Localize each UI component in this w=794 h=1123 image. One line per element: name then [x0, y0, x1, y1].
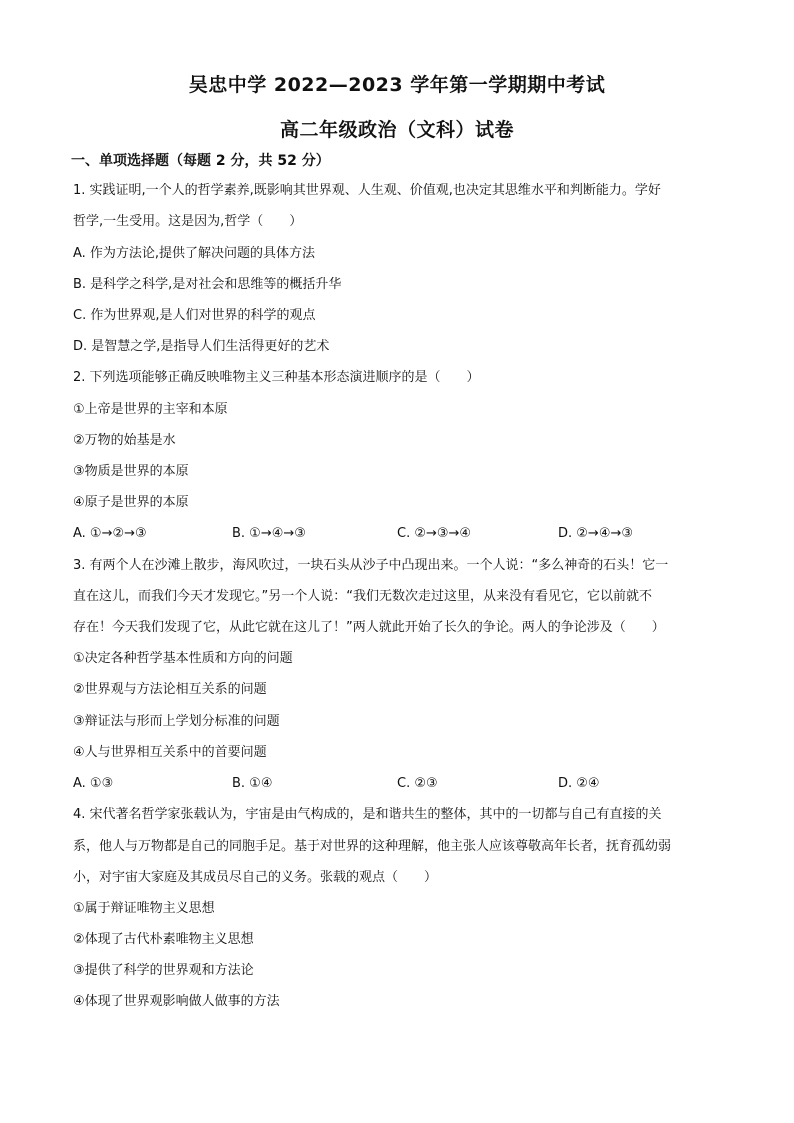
q1-option-b: B. 是科学之科学,是对社会和思维等的概括升华	[73, 277, 342, 292]
q3-statement-4: ④人与世界相互关系中的首要问题	[73, 745, 267, 760]
q3-option-b: B. ①④	[232, 776, 273, 791]
q2-option-a: A. ①→②→③	[73, 526, 147, 541]
q3-statement-1: ①决定各种哲学基本性质和方向的问题	[73, 651, 293, 666]
q4-statement-4: ④体现了世界观影响做人做事的方法	[73, 994, 280, 1009]
q4-stem-line2: 系，他人与万物都是自己的同胞手足。基于对世界的这种理解，他主张人应该尊敬高年长者，抚育孤幼弱	[73, 839, 672, 854]
q1-option-a: A. 作为方法论,提供了解决问题的具体方法	[73, 246, 316, 261]
q3-stem-line3: 存在！今天我们发现了它，从此它就在这儿了！”两人就此开始了长久的争论。两人的争论涉及（ ）	[73, 620, 665, 635]
q1-option-d: D. 是智慧之学,是指导人们生活得更好的艺术	[73, 339, 330, 354]
q4-statement-1: ①属于辩证唯物主义思想	[73, 901, 215, 916]
q4-statement-2: ②体现了古代朴素唯物主义思想	[73, 932, 254, 947]
q2-option-d: D. ②→④→③	[558, 526, 634, 541]
q2-statement-4: ④原子是世界的本原	[73, 495, 189, 510]
exam-subtitle: 高二年级政治（文科）试卷	[279, 119, 514, 141]
q2-statement-3: ③物质是世界的本原	[73, 464, 189, 479]
q3-statement-3: ③辩证法与形而上学划分标准的问题	[73, 714, 280, 729]
q4-statement-3: ③提供了科学的世界观和方法论	[73, 963, 254, 978]
exam-title: 吴忠中学 2022—2023 学年第一学期期中考试	[188, 74, 606, 96]
q2-option-b: B. ①→④→③	[232, 526, 306, 541]
q1-stem-line1: 1. 实践证明,一个人的哲学素养,既影响其世界观、人生观、价值观,也决定其思维水平和判断能力。学好	[73, 183, 661, 198]
q2-statement-1: ①上帝是世界的主宰和本原	[73, 402, 228, 417]
q3-option-c: C. ②③	[397, 776, 438, 791]
q3-stem-line2: 直在这儿，而我们今天才发现它。”另一个人说：“我们无数次走过这里，从来没有看见它，它以前就不	[73, 589, 652, 604]
q3-statement-2: ②世界观与方法论相互关系的问题	[73, 682, 267, 697]
q1-stem-line2: 哲学,一生受用。这是因为,哲学（ ）	[73, 214, 303, 229]
q3-option-a: A. ①③	[73, 776, 114, 791]
q3-stem-line1: 3. 有两个人在沙滩上散步，海风吹过，一块石头从沙子中凸现出来。一个人说：“多么神奇的石头！它一	[73, 558, 669, 573]
q2-option-c: C. ②→③→④	[397, 526, 472, 541]
q4-stem-line3: 小，对宇宙大家庭及其成员尽自己的义务。张载的观点（ ）	[73, 870, 438, 885]
q1-option-c: C. 作为世界观,是人们对世界的科学的观点	[73, 308, 316, 323]
section-heading: 一、单项选择题（每题 2 分，共 52 分）	[71, 153, 330, 169]
q3-option-d: D. ②④	[558, 776, 600, 791]
q2-statement-2: ②万物的始基是水	[73, 433, 176, 448]
q4-stem-line1: 4. 宋代著名哲学家张载认为，宇宙是由气构成的，是和谐共生的整体，其中的一切都与自己有直接的关	[73, 807, 662, 822]
q2-stem: 2. 下列选项能够正确反映唯物主义三种基本形态演进顺序的是（ ）	[73, 370, 480, 385]
